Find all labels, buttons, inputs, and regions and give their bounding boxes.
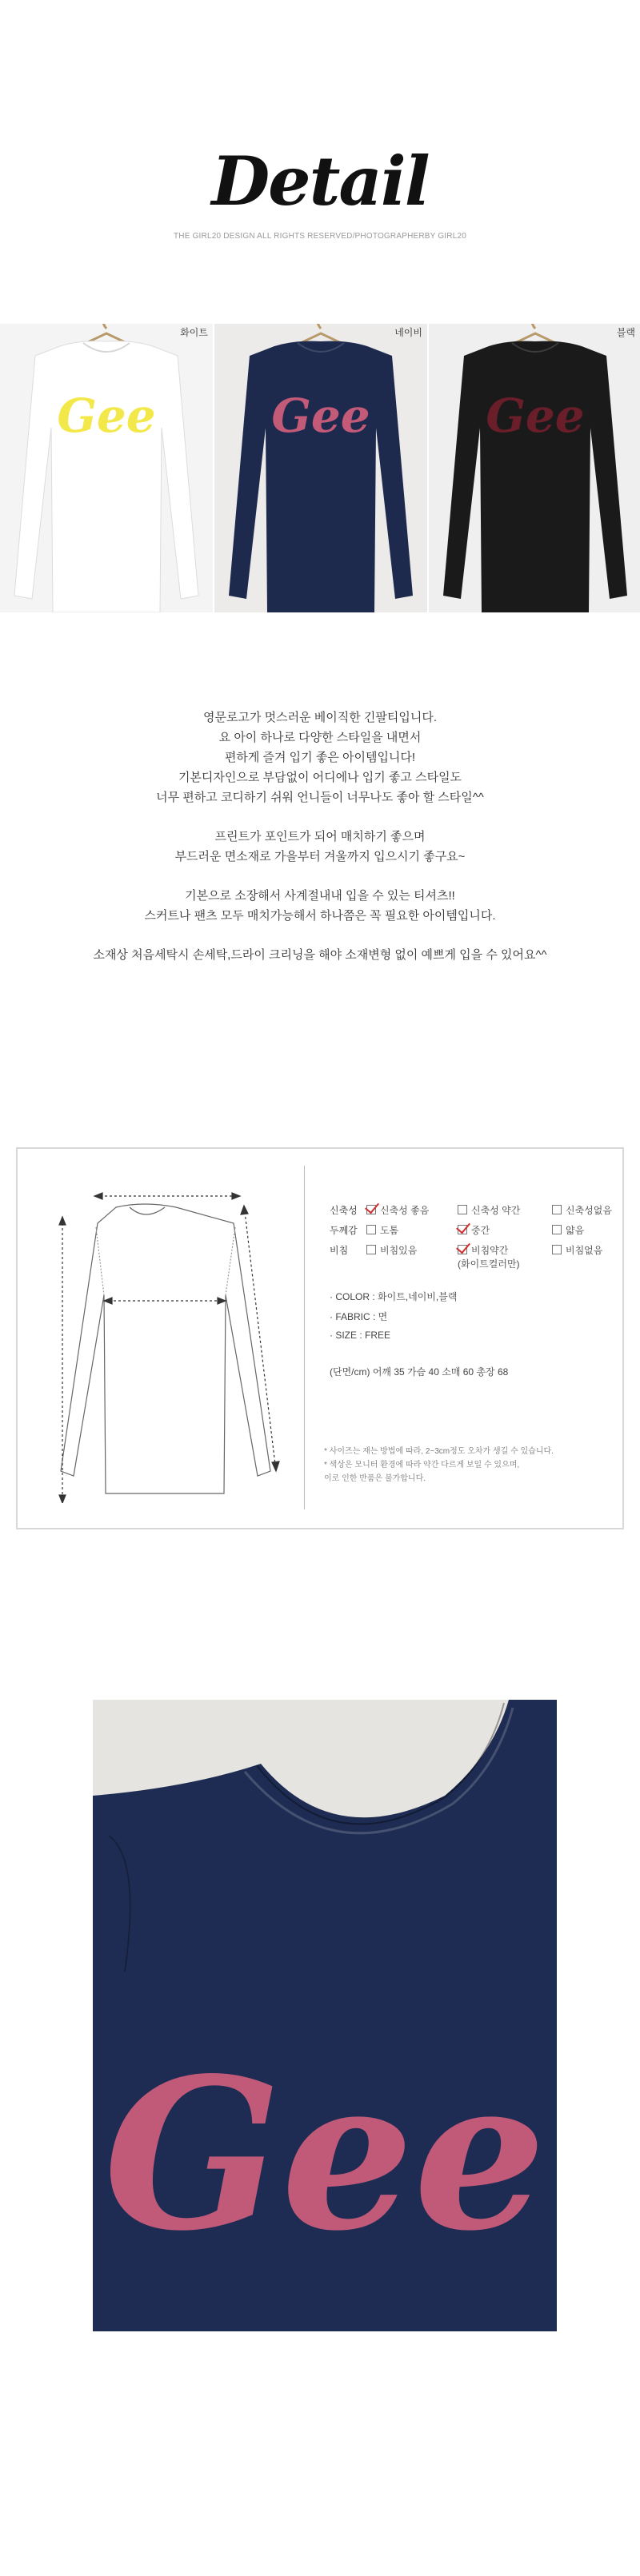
size-diagram — [56, 1183, 288, 1503]
shirt-print-text: Gee — [486, 389, 585, 443]
checkbox-icon — [552, 1245, 562, 1254]
option-thickness-medium: 중간 — [458, 1223, 490, 1237]
spec-divider — [304, 1166, 305, 1509]
checkbox-checked-icon — [458, 1225, 467, 1234]
size-measurements: (단면/cm) 어깨 35 가슴 40 소매 60 총장 68 — [330, 1366, 509, 1378]
copyright-subtitle: THE GIRL20 DESIGN ALL RIGHTS RESERVED/PHOTOGRAPHERBY GIRL20 — [174, 232, 466, 241]
description-line: 요 아이 하나로 다양한 스타일을 내면서 — [218, 731, 422, 744]
detail-print-photo — [93, 1972, 557, 2331]
arrow-down-icon — [59, 1495, 66, 1503]
checkbox-icon — [458, 1205, 467, 1214]
description-paragraph — [0, 708, 640, 807]
info-size: · SIZE : FREE — [330, 1330, 391, 1341]
info-color: · COLOR : 화이트,네이비,블랙 — [330, 1291, 458, 1302]
shirt-print-text: Gee — [271, 389, 370, 443]
description-line: 스커트나 팬츠 모두 매치가능해서 하나쯤은 꼭 필요한 아이템입니다. — [144, 909, 496, 923]
description-line: 영문로고가 멋스러운 베이직한 긴팔티입니다. — [203, 711, 437, 724]
note-color: * 색상은 모니터 환경에 따라 약간 다르게 보일 수 있으며, — [324, 1461, 520, 1469]
description-line: 편하게 즐겨 입기 좋은 아이템입니다! — [224, 751, 416, 764]
option-sheer-slight-note: (화이트컬러만) — [458, 1258, 520, 1270]
print-closeup-text: Gee — [103, 2033, 546, 2277]
spec-label-thickness: 두께감 — [330, 1225, 358, 1236]
description-line: 너무 편하고 코디하기 쉬워 언니들이 너무나도 좋아 할 스타일^^ — [156, 791, 484, 804]
description-line: 소재상 처음세탁시 손세탁,드라이 크리닝을 해야 소재변형 없이 예쁘게 입을 수 있어요^^ — [93, 948, 547, 962]
option-thickness-thick: 도톰 — [366, 1223, 398, 1237]
description-paragraph — [0, 886, 640, 926]
checkbox-checked-icon — [458, 1245, 467, 1254]
color-label-black: 블랙 — [616, 327, 635, 338]
shirt-neckline — [130, 1207, 165, 1214]
tshirt-white-image — [0, 324, 213, 612]
product-description — [0, 708, 640, 984]
shirt-outline — [61, 1204, 270, 1493]
option-thickness-thin: 얇음 — [552, 1223, 584, 1237]
color-panel-white — [0, 324, 213, 612]
tshirt-black-image — [429, 324, 640, 612]
spec-label-sheerness: 비침 — [330, 1245, 349, 1256]
arrow-up-icon — [241, 1206, 248, 1214]
checkbox-icon — [366, 1225, 376, 1234]
description-paragraph — [0, 827, 640, 867]
description-line: 프린트가 포인트가 되어 매치하기 좋으며 — [214, 830, 426, 843]
arrow-left-icon — [104, 1298, 112, 1304]
option-sheer-yes: 비침있음 — [366, 1243, 417, 1257]
checkbox-icon — [552, 1205, 562, 1214]
option-stretch-none: 신축성없음 — [552, 1203, 612, 1217]
description-paragraph — [0, 945, 640, 965]
checkbox-checked-icon — [366, 1205, 376, 1214]
tshirt-navy-image — [214, 324, 427, 612]
option-sheer-none: 비침없음 — [552, 1243, 602, 1257]
note-return: 이로 인한 반품은 불가합니다. — [324, 1474, 426, 1483]
arrow-right-icon — [232, 1193, 240, 1199]
arrow-up-icon — [59, 1217, 66, 1225]
color-panel-black — [429, 324, 640, 612]
note-measurement: * 사이즈는 재는 방법에 따라, 2~3cm정도 오차가 생길 수 있습니다. — [324, 1447, 554, 1456]
color-panel-navy — [214, 324, 427, 612]
description-line: 기본으로 소장해서 사계절내내 입을 수 있는 티셔츠!! — [185, 889, 455, 903]
option-sheer-slight: 비침약간 — [458, 1243, 508, 1257]
color-label-navy: 네이비 — [394, 327, 422, 338]
checkbox-icon — [366, 1245, 376, 1254]
option-stretch-good: 신축성 좋음 — [366, 1203, 429, 1217]
shirt-print-text: Gee — [57, 389, 156, 443]
checkbox-icon — [552, 1225, 562, 1234]
description-line: 부드러운 면소재로 가을부터 겨울까지 입으시기 좋구요~ — [174, 850, 466, 863]
spec-label-stretch: 신축성 — [330, 1205, 358, 1216]
arrow-down-icon — [272, 1461, 279, 1471]
color-label-white: 화이트 — [180, 327, 208, 338]
detail-neckline-photo — [93, 1700, 557, 1972]
arrow-left-icon — [94, 1193, 102, 1199]
info-fabric: · FABRIC : 면 — [330, 1311, 388, 1322]
page-title: Detail — [211, 142, 429, 221]
option-stretch-slight: 신축성 약간 — [458, 1203, 520, 1217]
arrow-right-icon — [218, 1298, 226, 1304]
description-line: 기본디자인으로 부담없이 어디에나 입기 좋고 스타일도 — [178, 771, 462, 784]
